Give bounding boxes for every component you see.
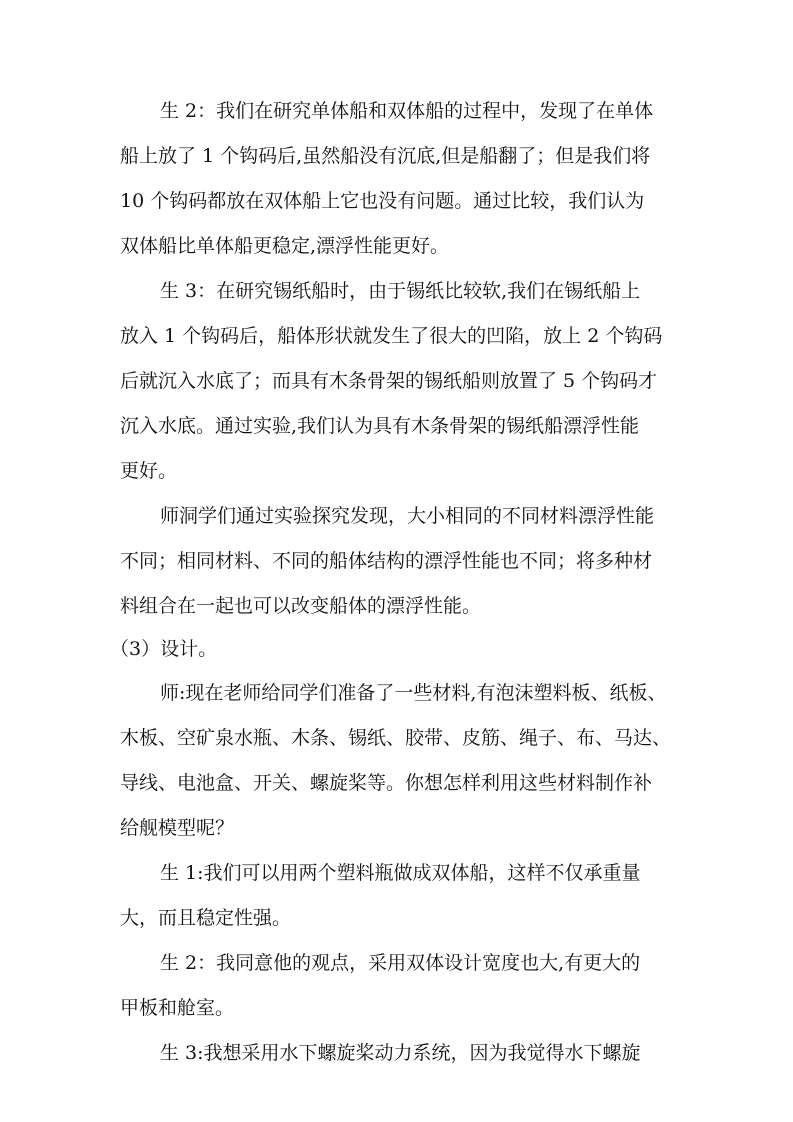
paragraph-line: 生 3：在研究锡纸船时，由于锡纸比较软,我们在锡纸船上 xyxy=(160,280,641,302)
paragraph-line: 生 2：我们在研究单体船和双体船的过程中，发现了在单体 xyxy=(160,100,654,122)
paragraph-line: 给舰模型呢？ xyxy=(120,817,235,839)
paragraph-line: 生 3:我想采用水下螺旋桨动力系统，因为我觉得水下螺旋 xyxy=(160,1042,641,1064)
paragraph-line: 料组合在一起也可以改变船体的漂浮性能。 xyxy=(120,595,482,617)
paragraph-line: 生 2：我同意他的观点，采用双体设计宽度也大,有更大的 xyxy=(160,952,641,974)
paragraph-line: 沉入水底。通过实验,我们认为具有木条骨架的锡纸船漂浮性能 xyxy=(120,415,640,437)
paragraph-line: 不同；相同材料、不同的船体结构的漂浮性能也不同；将多种材 xyxy=(120,550,653,572)
paragraph-line: 木板、空矿泉水瓶、木条、锡纸、胶带、皮筋、绳子、布、马达、 xyxy=(120,727,672,749)
paragraph-line: 放入 1 个钩码后，船体形状就发生了很大的凹陷，放上 2 个钩码 xyxy=(120,325,663,347)
paragraph-line: 导线、电池盒、开关、螺旋桨等。你想怎样利用这些材料制作补 xyxy=(120,772,653,794)
paragraph-line: 10 个钩码都放在双体船上它也没有问题。通过比较，我们认为 xyxy=(120,190,645,212)
paragraph-line: 后就沉入水底了；而具有木条骨架的锡纸船则放置了 5 个钩码才 xyxy=(120,370,658,392)
paragraph-line: 生 1:我们可以用两个塑料瓶做成双体船，这样不仅承重量 xyxy=(160,862,641,884)
paragraph-line: 船上放了 1 个钩码后,虽然船没有沉底,但是船翻了；但是我们将 xyxy=(120,145,651,167)
paragraph-line: 师洞学们通过实验探究发现，大小相同的不同材料漂浮性能 xyxy=(160,505,655,527)
paragraph-line: 更好。 xyxy=(120,460,178,482)
paragraph-line: 大，而且稳定性强。 xyxy=(120,907,292,929)
paragraph-line: 师:现在老师给同学们准备了一些材料,有泡沫塑料板、纸板、 xyxy=(160,682,667,704)
section-heading: （3）设计。 xyxy=(110,638,218,660)
paragraph-line: 甲板和舱室。 xyxy=(120,997,235,1019)
paragraph-line: 双体船比单体船更稳定,漂浮性能更好。 xyxy=(120,235,450,257)
